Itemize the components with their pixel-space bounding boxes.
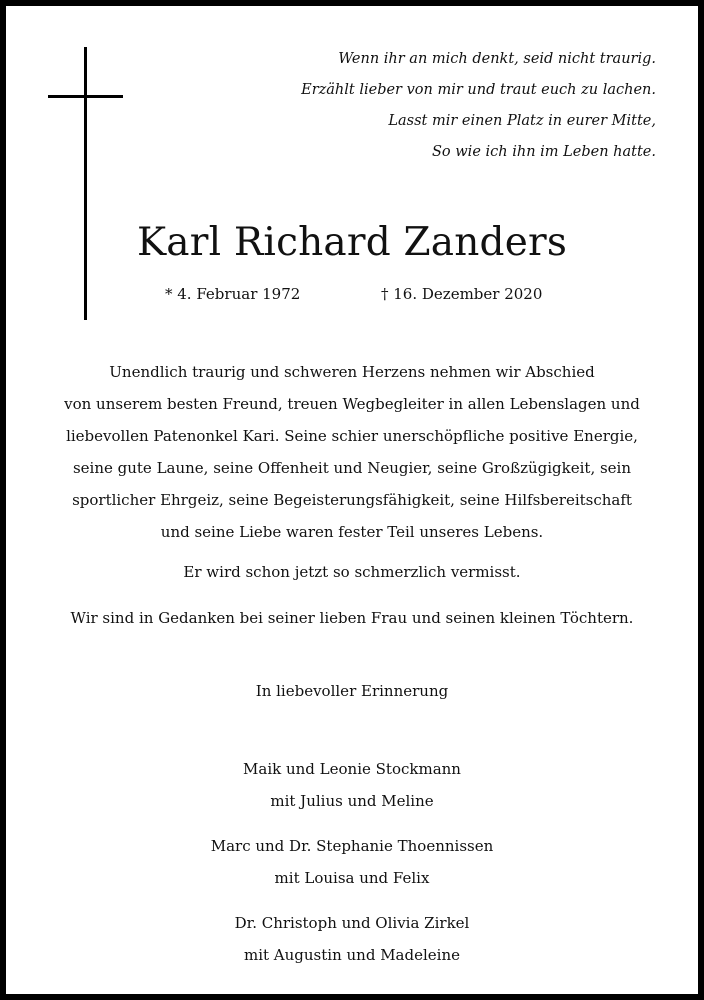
poem-line: Erzählt lieber von mir und traut euch zu lachen. (301, 82, 656, 98)
cross-icon-horizontal-bar (48, 95, 123, 98)
signer-children: mit Julius und Meline (270, 792, 434, 810)
signer-names: Marc und Dr. Stephanie Thoennissen (210, 837, 494, 855)
poem-line: So wie ich ihn im Leben hatte. (432, 144, 656, 160)
tribute-line: und seine Liebe waren fester Teil unseres Lebens. (160, 523, 544, 541)
thoughts-statement: Wir sind in Gedanken bei seiner lieben Frau und seinen kleinen Töchtern. (70, 609, 634, 627)
signer-children: mit Augustin und Madeleine (243, 946, 460, 964)
poem (301, 44, 656, 168)
signer-children: mit Louisa und Felix (274, 869, 430, 887)
signer-group (6, 830, 698, 894)
tribute-line: liebevollen Patenonkel Kari. Seine schier unerschöpfliche positive Energie, (66, 427, 638, 445)
closing-line: In liebevoller Erinnerung (255, 682, 449, 700)
tribute-line: seine gute Laune, seine Offenheit und Neugier, seine Großzügigkeit, sein (72, 459, 632, 477)
missed-statement: Er wird schon jetzt so schmerzlich vermisst. (183, 563, 521, 581)
poem-line: Wenn ihr an mich denkt, seid nicht traurig. (338, 51, 656, 67)
poem-line: Lasst mir einen Platz in eurer Mitte, (388, 113, 656, 129)
cross-icon-vertical-bar (84, 47, 87, 320)
tribute-text (6, 356, 698, 548)
deceased-name: Karl Richard Zanders (136, 220, 568, 265)
tribute-line: Unendlich traurig und schweren Herzens nehmen wir Abschied (109, 363, 595, 381)
signer-names: Dr. Christoph und Olivia Zirkel (234, 914, 470, 932)
signer-names: Maik und Leonie Stockmann (243, 760, 461, 778)
signers-list (6, 753, 698, 984)
tribute-line: sportlicher Ehrgeiz, seine Begeisterungsfähigkeit, seine Hilfsbereitschaft (72, 491, 632, 509)
life-dates (6, 285, 698, 309)
tribute-line: von unserem besten Freund, treuen Wegbegleiter in allen Lebenslagen und (64, 395, 640, 413)
birth-date: * 4. Februar 1972 (165, 285, 301, 303)
death-date: † 16. Dezember 2020 (381, 285, 543, 303)
signer-group (6, 907, 698, 971)
signer-group (6, 753, 698, 817)
